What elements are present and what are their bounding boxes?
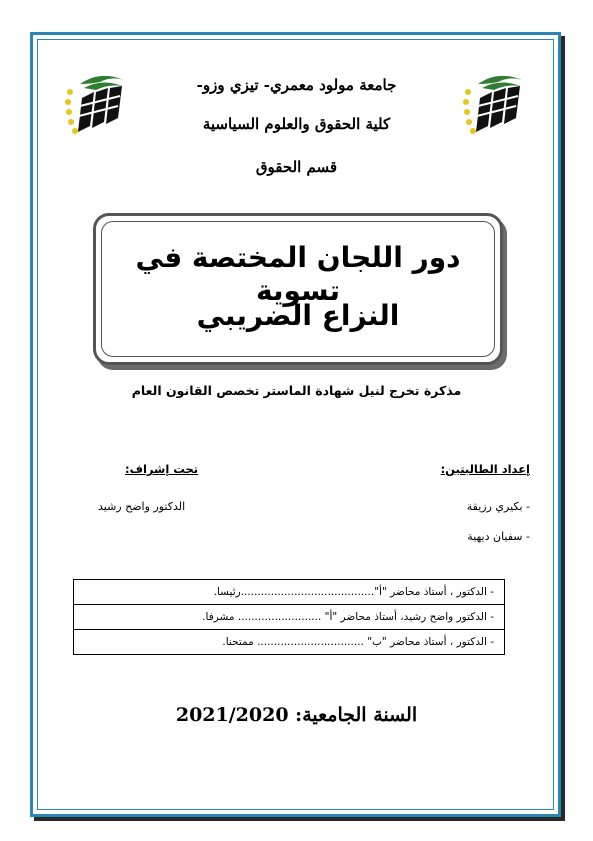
academic-year: السنة الجامعية: 2021/2020 — [175, 704, 418, 726]
supervision-label: تحت إشراف: — [125, 462, 199, 476]
jury-row — [74, 580, 505, 605]
faculty-name: كلية الحقوق والعلوم السياسية — [202, 115, 391, 133]
student-name: - بكيري رزيقة — [466, 500, 530, 513]
thesis-title-line-1: دور اللجان المختصة في تسوية — [135, 241, 461, 307]
jury-member: - الدكتور ، أستاذ محاضر "ب" ................................ ممتحنا. — [74, 630, 505, 655]
title-box — [93, 213, 503, 365]
university-name: جامعة مولود معمري- تيزي وزو- — [196, 76, 397, 94]
supervisor-name: الدكتور واضح رشيد — [98, 500, 186, 513]
department-name: قسم الحقوق — [255, 158, 338, 176]
page-border-inner — [37, 39, 554, 810]
jury-row — [74, 630, 505, 655]
thesis-title-line-2: النزاع الضريبي — [196, 299, 400, 332]
border-shadow-bottom — [34, 817, 565, 821]
border-shadow-right — [561, 36, 565, 821]
prepared-by-label: إعداد الطالبتين: — [440, 462, 530, 476]
jury-row — [74, 605, 505, 630]
thesis-subtitle: مذكرة تخرج لنيل شهادة الماستر تخصص القانون العام — [131, 383, 462, 398]
jury-table — [73, 579, 505, 655]
jury-member: - الدكتور ، أستاذ محاضر "أ"........................................رئيسا. — [74, 580, 505, 605]
student-name: - سفيان ديهية — [467, 530, 530, 543]
jury-member: - الدكتور واضح رشيد، أستاذ محاضر "أ" ......................... مشرفا. — [74, 605, 505, 630]
